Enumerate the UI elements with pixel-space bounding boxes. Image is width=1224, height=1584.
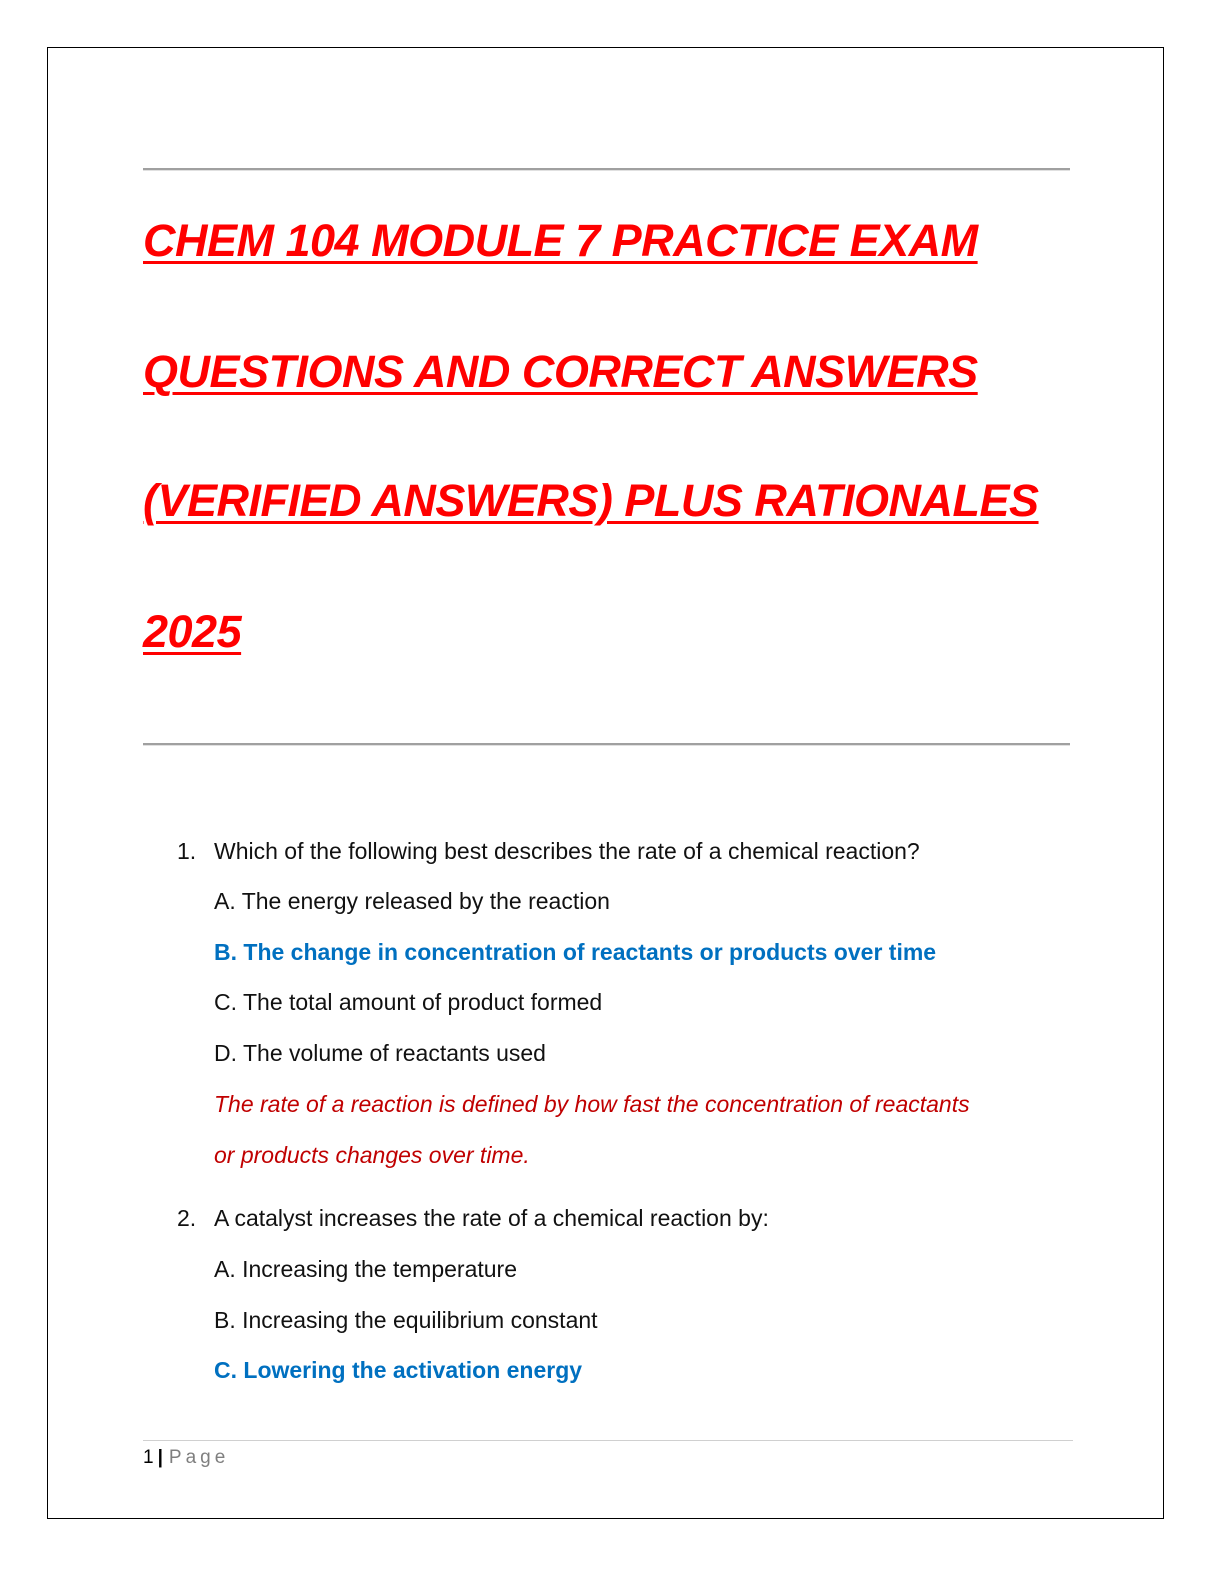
document-title-line-2: QUESTIONS AND CORRECT ANSWERS	[143, 346, 978, 397]
footer-separator: |	[157, 1447, 163, 1468]
document-title-line-1: CHEM 104 MODULE 7 PRACTICE EXAM	[143, 215, 978, 266]
footer-rule	[143, 1440, 1073, 1441]
question-2-option-c-correct: C. Lowering the activation energy	[214, 1357, 583, 1383]
question-1-option-d: D. The volume of reactants used	[214, 1040, 546, 1066]
title-top-rule	[143, 168, 1070, 171]
question-1-option-b-correct: B. The change in concentration of reactants or products over time	[214, 939, 937, 965]
document-title-line-3: (VERIFIED ANSWERS) PLUS RATIONALES	[143, 475, 1039, 526]
question-2-text: A catalyst increases the rate of a chemical reaction by:	[214, 1205, 769, 1231]
question-2-number: 2.	[177, 1205, 197, 1231]
page-label: Page	[168, 1447, 230, 1468]
question-1-option-a: A. The energy released by the reaction	[214, 888, 610, 914]
question-1-number: 1.	[177, 838, 197, 864]
question-1-option-c: C. The total amount of product formed	[214, 989, 603, 1015]
page-number: 1	[143, 1447, 154, 1468]
question-2-option-b: B. Increasing the equilibrium constant	[214, 1307, 598, 1333]
title-bottom-rule	[143, 743, 1070, 746]
question-1-text: Which of the following best describes the rate of a chemical reaction?	[214, 838, 920, 864]
page-footer	[143, 1446, 229, 1470]
document-title-line-4: 2025	[143, 606, 242, 657]
question-1-rationale-line-2: or products changes over time.	[214, 1142, 530, 1168]
question-2-option-a: A. Increasing the temperature	[214, 1256, 517, 1282]
question-1-rationale-line-1: The rate of a reaction is defined by how fast the concentration of reactants	[214, 1091, 970, 1117]
